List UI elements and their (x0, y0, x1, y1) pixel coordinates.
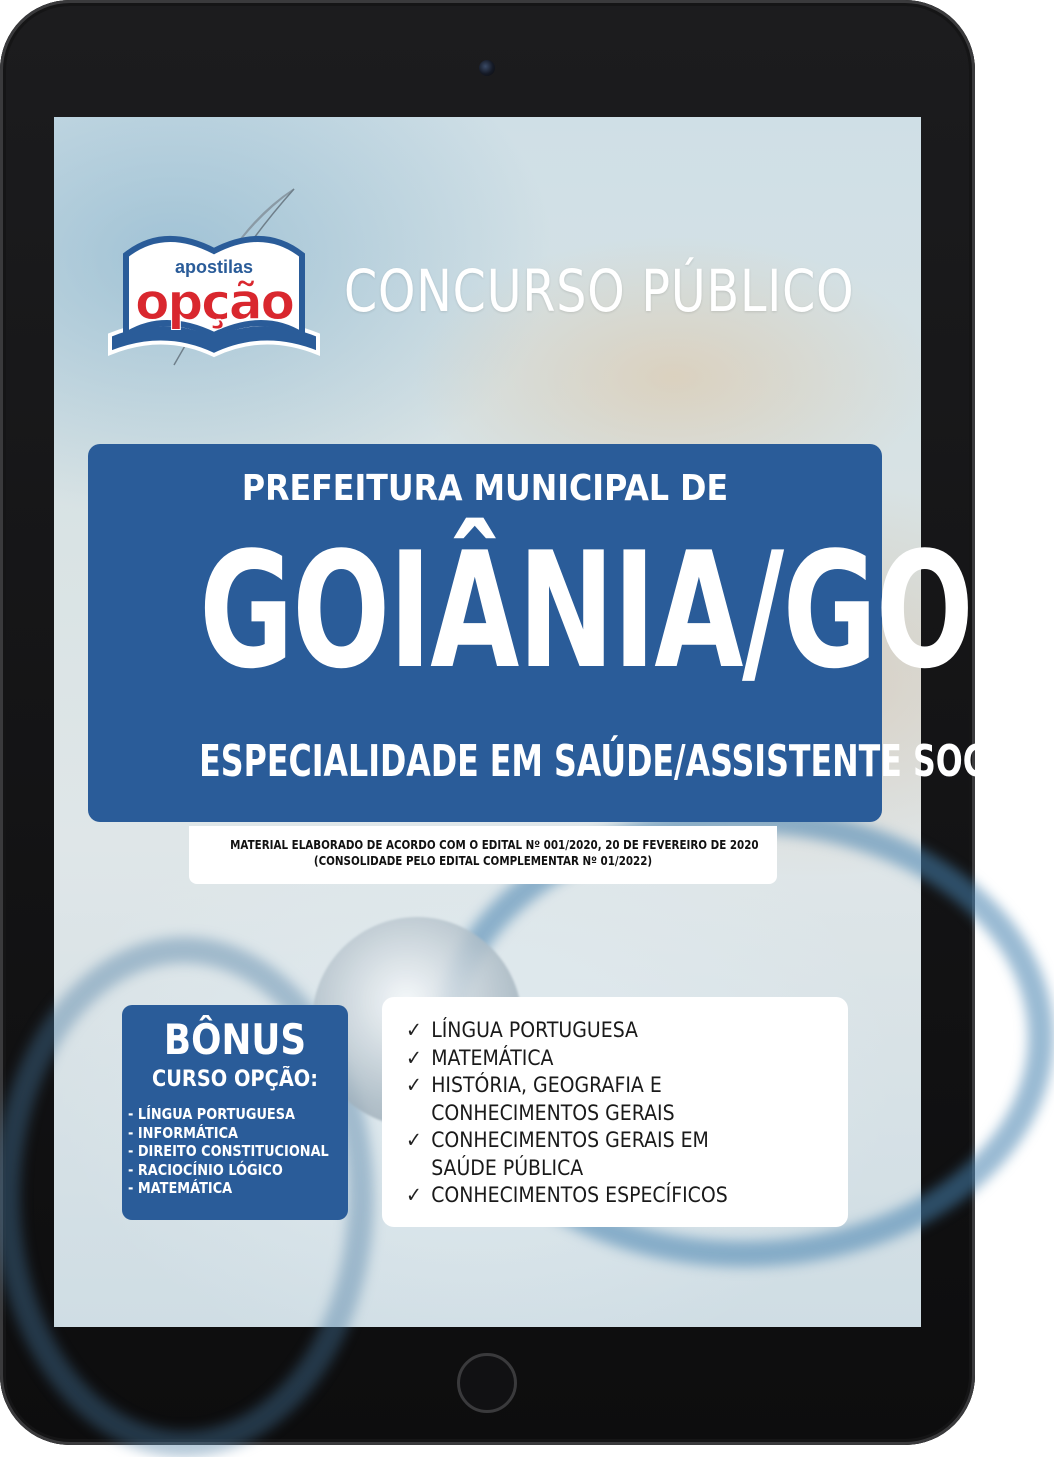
prefeitura-label: PREFEITURA MUNICIPAL DE (241, 468, 729, 509)
check-icon: ✓ (406, 1018, 422, 1042)
contents-item (406, 1045, 728, 1073)
check-icon: ✓ (406, 1073, 422, 1097)
contents-item (406, 1072, 728, 1100)
logo-brand-text: opção (135, 273, 293, 331)
bonus-item: - DIREITO CONSTITUCIONAL (128, 1142, 329, 1160)
city-title: GOIÂNIA/GO (199, 517, 973, 704)
bonus-title: BÔNUS (163, 1015, 307, 1064)
contents-item (406, 1127, 728, 1155)
bonus-item: - LÍNGUA PORTUGUESA (128, 1105, 296, 1123)
contents-item (406, 1155, 728, 1183)
contents-item-text: SAÚDE PÚBLICA (431, 1155, 584, 1180)
contents-item (406, 1182, 728, 1210)
contents-item (406, 1100, 728, 1128)
edital-line-1: MATERIAL ELABORADO DE ACORDO COM O EDITAL Nº 001/2020, 20 DE FEVEREIRO DE 2020 (230, 838, 759, 852)
edital-note (189, 826, 777, 884)
title-box (88, 444, 1043, 822)
contents-item-text: MATEMÁTICA (431, 1045, 554, 1070)
apostilas-opcao-logo (104, 185, 324, 375)
bonus-subtitle: CURSO OPÇÃO: (151, 1067, 319, 1092)
book-cover-screen (54, 117, 1043, 1327)
check-icon: ✓ (406, 1128, 422, 1152)
home-button-icon[interactable] (457, 1353, 517, 1413)
bonus-list (128, 1105, 329, 1198)
check-icon: ✓ (406, 1045, 422, 1070)
cover-header: CONCURSO PÚBLICO (344, 257, 855, 325)
check-icon (406, 1100, 431, 1128)
contents-box (382, 997, 848, 1227)
contents-item-text: HISTÓRIA, GEOGRAFIA E (431, 1073, 662, 1097)
contents-item-text: CONHECIMENTOS GERAIS (431, 1100, 675, 1125)
role-title: ESPECIALIDADE EM SAÚDE/ASSISTENTE SOCIAL (199, 736, 1043, 787)
bonus-item: - RACIOCÍNIO LÓGICO (128, 1160, 283, 1179)
contents-item (406, 1017, 728, 1045)
contents-item-text: CONHECIMENTOS ESPECÍFICOS (431, 1183, 728, 1207)
logo-small-text: apostilas (174, 257, 254, 277)
check-icon: ✓ (406, 1183, 422, 1207)
contents-item-text: LÍNGUA PORTUGUESA (431, 1018, 638, 1042)
contents-item-text: CONHECIMENTOS GERAIS EM (431, 1128, 709, 1152)
front-camera-icon (479, 60, 495, 76)
contents-list (406, 1017, 728, 1210)
bonus-item: - MATEMÁTICA (128, 1179, 233, 1197)
edital-line-2: (CONSOLIDADE PELO EDITAL COMPLEMENTAR Nº 01/2022) (313, 854, 653, 868)
check-icon (406, 1155, 431, 1183)
bonus-box (122, 1005, 348, 1220)
bonus-item: - INFORMÁTICA (128, 1123, 239, 1142)
